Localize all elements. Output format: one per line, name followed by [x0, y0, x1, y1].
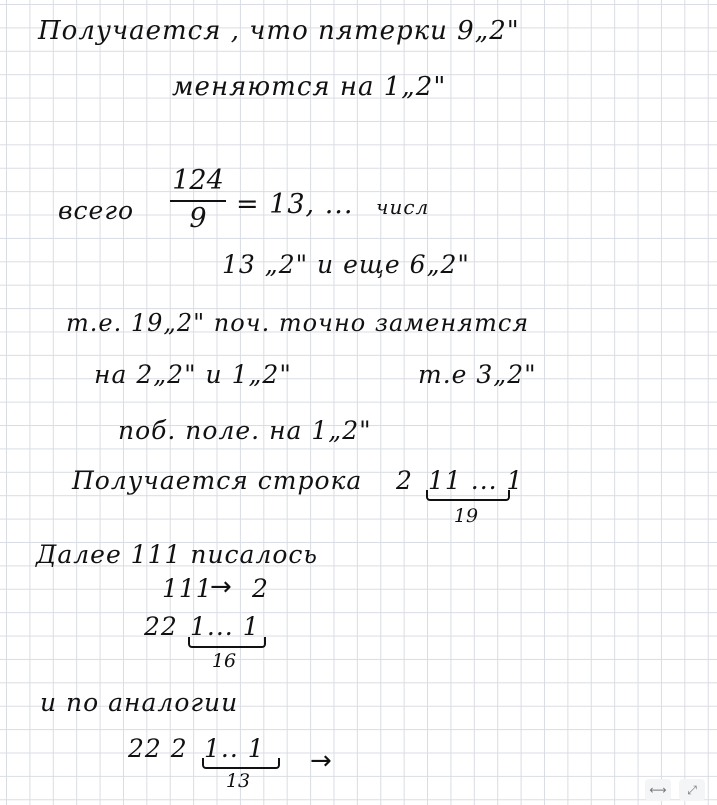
note-line-1: Получается , что пятерки 9„2" [38, 16, 520, 46]
note-line-7: поб. поле. на 1„2" [118, 416, 372, 445]
note-line-12: и по аналогии [40, 688, 239, 717]
line-13-ones: 1.. 1 [204, 734, 265, 763]
line-11-ones: 1... 1 [190, 612, 260, 641]
note-line-4: 13 „2" и еще 6„2" [222, 250, 470, 279]
note-line-6b: т.е 3„2" [418, 360, 537, 389]
line-8-brace [426, 490, 510, 501]
fraction-denominator: 9 [189, 203, 207, 234]
fraction-numerator: 124 [172, 165, 224, 196]
fraction-tail: числ [376, 195, 430, 219]
line-13-prefix: 22 2 [128, 734, 188, 763]
line-10-from: 111 [162, 574, 213, 603]
note-line-9: Далее 111 писалось [36, 540, 319, 569]
fraction-result: = 13, ... [236, 189, 354, 220]
line-10-to: 2 [252, 574, 269, 603]
line-8-ones: 11 ... 1 [428, 466, 524, 495]
line-8-prefix: 2 [396, 466, 413, 495]
vsego-label: всего [58, 196, 135, 225]
line-13-count: 13 [225, 770, 251, 792]
note-line-6a: на 2„2" и 1„2" [94, 360, 292, 389]
note-line-5: т.е. 19„2" поч. точно заменятся [66, 309, 530, 337]
line-11-prefix: 22 [144, 612, 178, 641]
arrows-horizontal-icon[interactable]: ⟷ [645, 779, 671, 801]
line-13-brace [202, 758, 280, 769]
viewer-controls [627, 775, 717, 805]
fraction [170, 166, 226, 234]
line-8-count: 19 [453, 505, 479, 527]
line-11-count: 16 [211, 650, 237, 672]
right-arrow-icon: → [210, 572, 232, 602]
fraction-bar [170, 200, 226, 202]
line-11-brace [188, 637, 266, 648]
right-arrow-icon: → [310, 746, 332, 776]
note-line-2: меняются на 1„2" [172, 72, 447, 102]
expand-icon[interactable]: ⤢ [679, 779, 705, 801]
note-line-8-text: Получается строка [72, 466, 363, 495]
